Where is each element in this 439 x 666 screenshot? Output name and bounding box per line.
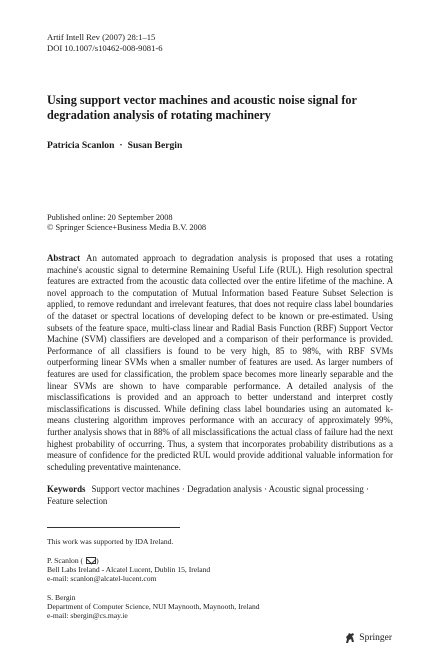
author-name: P. Scanlon ( (47, 556, 84, 565)
author-name: Susan Bergin (127, 140, 183, 151)
doi: DOI 10.1007/s10462-008-9081-6 (47, 43, 163, 53)
springer-horse-icon (344, 632, 356, 644)
publisher-logo (344, 632, 392, 644)
footnote-divider (47, 527, 180, 528)
abstract (47, 253, 393, 473)
keywords-label: Keywords (47, 484, 86, 494)
publisher-name: Springer (359, 633, 392, 643)
funding-note: This work was supported by IDA Ireland. (47, 537, 174, 546)
journal-citation: Artif Intell Rev (2007) 28:1–15 (47, 32, 156, 42)
author-name: S. Bergin (47, 593, 76, 602)
envelope-icon (86, 557, 96, 564)
author-separator: · (119, 140, 123, 151)
author-email[interactable]: e-mail: sbergin@cs.may.ie (47, 611, 128, 620)
abstract-text: An automated approach to degradation analysis is proposed that uses a rotating machine's acoustic signal to determine Remaining Useful Life (RUL). High resolution spectral features are extracted from the acoustic data collected over the entire lifetime of the machine. A novel approach to the computation of Mutual Information based Feature Subset Selection is applied, to remove redundant and irrelevant features, that does not require class label boundaries of the dataset or spectral locations of developing defect to be known or pre-estimated. Using subsets of the feature space, multi-class linear and Radial Basis Function (RBF) Support Vector Machine (SVM) classifiers are developed and a comparison of their performance is provided. Performance of all classifiers is found to be very high, 85 to 98%, with RBF SVMs outperforming linear SVMs when a smaller number of features are used. As larger numbers of features are used for classification, the problem space becomes more linearly separable and the linear SVMs are shown to have comparable performance. A detailed analysis of the misclassifications is provided and an approach to better understand and interpret costly misclassifications is discussed. While defining class label boundaries using an automated k-means clustering algorithm improves performance with an accuracy of approximately 99%, further analysis shows that in 88% of all misclassifications the actual class of failure had the next highest probability of occurring. Thus, a system that incorporates probability distributions as a measure of confidence for the predicted RUL would provide additional valuable information for scheduling preventative maintenance. (47, 253, 393, 472)
keywords (47, 484, 393, 507)
abstract-label: Abstract (47, 253, 81, 263)
published-date: Published online: 20 September 2008 (47, 213, 173, 222)
copyright-notice: © Springer Science+Business Media B.V. 2008 (47, 223, 207, 232)
paren-close: ) (96, 556, 99, 565)
author-affiliation: Bell Labs Ireland - Alcatel Lucent, Dublin 15, Ireland (47, 565, 211, 574)
keywords-text: Support vector machines · Degradation analysis · Acoustic signal processing · Feature selection (47, 484, 369, 506)
author-email[interactable]: e-mail: scanlon@alcatel-lucent.com (47, 574, 157, 583)
paper-title: Using support vector machines and acoustic noise signal for degradation analysis of rotating machinery (47, 93, 357, 122)
author-list (47, 140, 182, 151)
author-affiliation: Department of Computer Science, NUI Maynooth, Maynooth, Ireland (47, 602, 260, 611)
author-name: Patricia Scanlon (47, 140, 115, 151)
